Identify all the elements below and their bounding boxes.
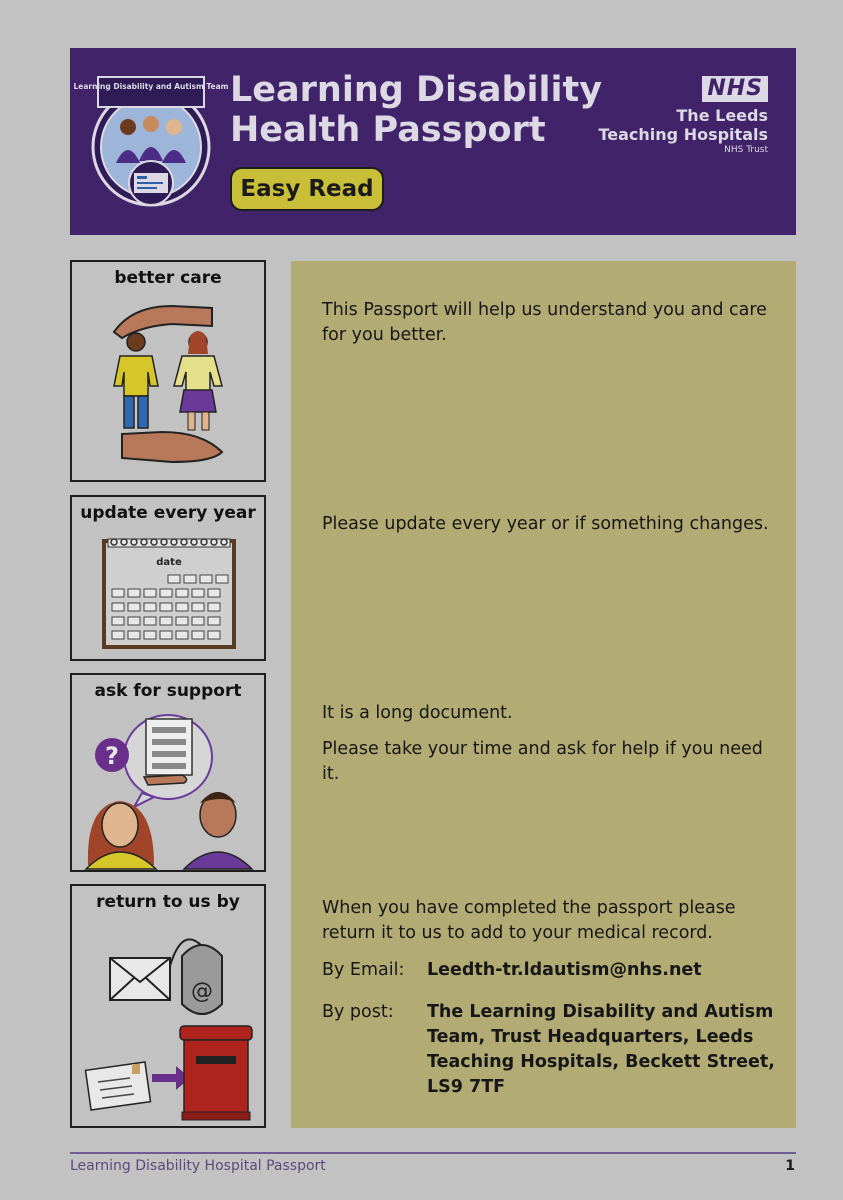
- email-post-icon: [72, 886, 264, 1126]
- content-panel: [291, 261, 796, 1128]
- update-text: Please update every year or if something changes.: [322, 514, 769, 534]
- ask-support-icon: [72, 675, 264, 870]
- postal-address: The Learning Disability and Autism Team, Trust Headquarters, Leeds Teaching Hospitals, Beckett Street, LS9 7TF: [427, 1002, 775, 1097]
- trust-name-line-2: Teaching Hospitals: [598, 125, 768, 144]
- title-line-1: Learning Disability: [230, 70, 603, 110]
- email-label: By Email:: [322, 960, 405, 980]
- better-care-icon-box: [70, 260, 266, 482]
- post-label: By post:: [322, 1002, 394, 1022]
- return-to-us-icon-box: [70, 884, 266, 1128]
- svg-text:@: @: [191, 979, 213, 1004]
- trust-name-line-1: The Leeds: [676, 106, 768, 125]
- svg-text:?: ?: [105, 742, 119, 770]
- update-every-year-icon-box: [70, 495, 266, 661]
- nhs-trust-logo: [598, 76, 768, 156]
- caring-hands-icon: [72, 262, 264, 480]
- take-time-text: Please take your time and ask for help if you need it.: [322, 739, 763, 784]
- page-number: 1: [785, 1158, 795, 1174]
- calendar-icon: [72, 497, 264, 659]
- ask-for-support-icon-box: [70, 673, 266, 872]
- ask-for-support-label: ask for support: [94, 681, 242, 701]
- return-text: When you have completed the passport please return it to us to add to your medical record.: [322, 898, 736, 943]
- trust-subtitle: NHS Trust: [724, 145, 768, 155]
- page-title: [230, 70, 602, 150]
- easy-read-badge: Easy Read: [230, 167, 384, 211]
- long-document-text: It is a long document.: [322, 703, 513, 723]
- footer-divider: [70, 1152, 796, 1154]
- header-banner: [70, 48, 796, 235]
- better-care-label: better care: [114, 268, 222, 288]
- email-address: Leedth-tr.ldautism@nhs.net: [427, 960, 702, 980]
- calendar-date-label: date: [156, 557, 182, 568]
- nhs-logo: NHS: [702, 76, 768, 102]
- title-line-2: Health Passport: [230, 110, 546, 150]
- better-care-text: This Passport will help us understand you and care for you better.: [322, 300, 767, 345]
- ld-autism-team-logo: [73, 75, 229, 211]
- return-to-us-label: return to us by: [96, 892, 240, 912]
- trust-name: [598, 106, 768, 144]
- logo-badge-text: Learning Disability and Autism Team: [73, 82, 229, 91]
- footer-title: Learning Disability Hospital Passport: [70, 1158, 326, 1174]
- update-every-year-label: update every year: [80, 503, 256, 523]
